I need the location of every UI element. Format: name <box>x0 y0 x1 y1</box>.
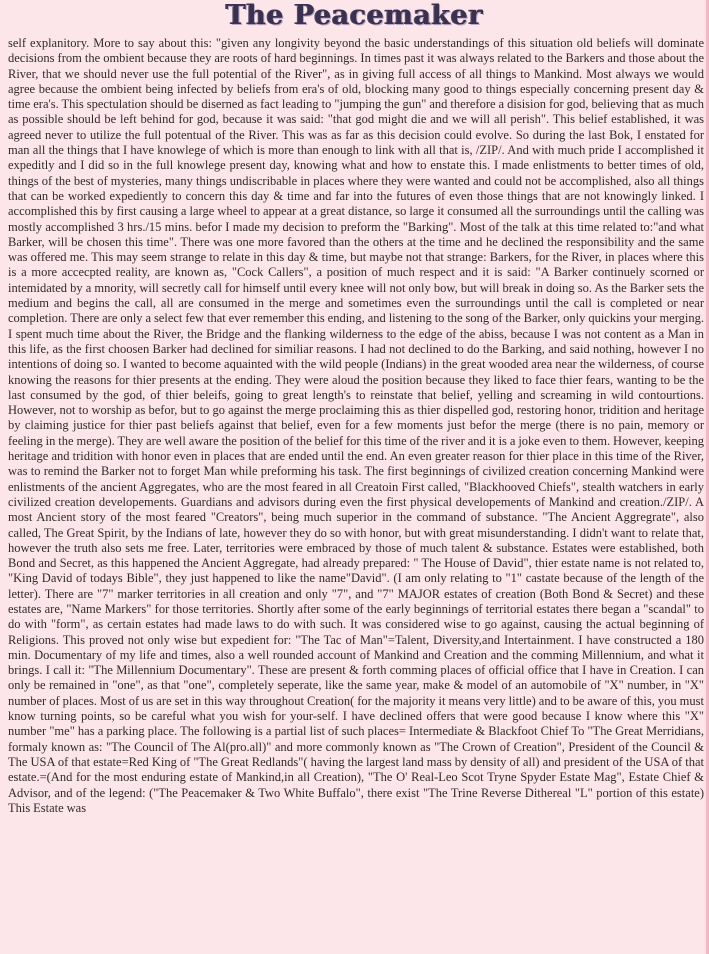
body-paragraph: self explanitory. More to say about this: "given any longivity beyond the basic understandings of this situation old beliefs will dominate decisions from the ombient because they are roots of hard beginnings. In times past it was always related to the Barkers and those about the River, that we should never use the full potential of the River", as in giving full access of all things to Mankind. Most always we would agree because the ombient being infected by beliefs from era's of old, blocking many good to things especially concerning present day & time era's. This spectulation should be diserned as fact leading to "jumping the gun" and therefore a disision for god, believing that as much as possible should be left behind for god, because it was said: "that god might die and we will all perish". This belief established, it was agreed never to utilize the full potentual of the River. This was as far as this decision could evolve. So during the last Bok, I enstated for man all the things that I have knowlege of which is more than enough to link with all that is, /ZIP/. And with much pride I accomplished it expeditly and I did so in the full knowlege present day, knowing what and how to enstate this. I made enlistments to better times of old, things of the best of mysteries, many things undiscribable in places where they were wanted and could not be accomplished, also all things that can be worked expediently to concern this day & time and far into the futures of even those things that are not knowingly linked. I accomplished this by first causing a large wheel to appear at a great distance, so large it consumed all the surroundings until the calling was mostly accomplished 3 hrs./15 mins. befor I made my decision to preform the "Barking". Most of the talk at this time related to:"and what Barker, will be chosen this time". There was one more favored than the others at the time and he declined the responsibility and the same was offered me. This may seem strange to relate in this day & time, but maybe not that strange: Barkers, for the River, in places where this is a more accecpted reality, are known as, "Cock Callers", a position of much respect and it is said: "A Barker continuely scorned or intemidated by a mnority, will secretly call for himself until every knee will not only bow, but will break in doing so. As the Barker sets the medium and begins the call, all are consumed in the merge and sometimes even the surroundings until the call is completed or near completion. There are only a select few that ever remember this ending, and listening to the song of the Barker, only quickins your merging. I spent much time about the River, the Bridge and the flanking wilderness to the edge of the abiss, because I was not content as a Man in this life, as the first choosen Barker had declined for similiar reasons. I had not declined to do the Barking, and said nothing, however I no intentions of doing so. I wanted to become aquainted with the wild people (Indians) in the great wooded area near the wilderness, of course knowing the reasons for thier presents at the ending. They were aloud the position because they liked to face thier fears, wanting to be the last consumed by the god, of thier beleifs, going to great length's to reinstate that belief, yelling and screaming in wild contourtions. However, not to worship as befor, but to go against the merge proclaiming this as thier dispelled god, restoring honor, tridition and heritage by claiming justice for thier past beliefs against that belief, even for a few moments just befor the merge (there is no pain, memory or feeling in the merge). They are well aware the position of the belief for this time of the river and it is a joke even to them. However, keeping heritage and tridition with honor even in places that are ended until the end. An even greater reason for thier place in this time of the River, was to remind the Barker not to forget Man while preforming his task. The first beginnings of civilized creation concerning Mankind were enlistments of the ancient Aggregates, who are the most feared in all Creatoin First called, "Blackhooved Chiefs", stealth watchers in early civilized creation developements. Guardians and advisors during even the first physical developements of Mankind and creation./ZIP/. A most Ancient story of the most feared "Creators", being much superior in the command of substance. "The Ancient Aggregrate", also called, The Great Spirit, by the Indians of late, however they do so with honor, but with great misunderstanding. I didn't want to relate that, however the truth also sets me free. Later, territories were embraced by those of much talent & substance. Estates were established, both Bond and Secret, as this happened the Ancient Aggregate, had already prepared: " The House of David", thier estate name is not related to, "King David of todays Bible", they just happened to like the name"David". (I am only relating to "1" castate because of the length of the letter). There are "7" marker territories in all creation and only "7", and "7" MAJOR estates of creation (Both Bond & Secret) and these estates are, "Name Markers" for those territories. Shortly after some of the early beginnings of territorial estates there began a "scandal" to do with "form", as certain estates had made laws to do with such. It was considered wise to go against, causing the actual beginning of Religions. This proved not only wise but expedient for: "The Tac of Man"=Talent, Diversity,and Intertainment. I have constructed a 180 min. Documentary of my life and times, also a well rounded account of Mankind and Creation and the comming Millennium, and what it brings. I call it: "The Millennium Documentary". These are present & forth comming places of official office that I have in Creation. I can only be remained in "one", as that "one", completely seperate, like the same year, make & model of an automobile of "X" number, in "X" number of places. Most of us are set in this way throughout Creation( for the majority it means very little) and to be aware of this, you must know turning points, so be careful what you wish for your-self. I have declined offers that were good because I know where this "X" number "me" has a parking place. The following is a partial list of such places= Intermediate & Blackfoot Chief To "The Great Merridians, formaly known as: "The Council of The Al(pro.all)" and more commonly known as "The Crown of Creation", President of the Council & The USA of that estate=Red King of "The Great Redlands"( having the largest land mass by density of all) and president of the USA of that estate.=(And for the most enduring estate of Mankind,in all Creation), "The O' Real-Leo Scot Tryne Spyder Estate Mag", Estate Chief & Advisor, and of the legend: ("The Peacemaker & Two White Buffalo", there exist "The Trine Reverse Dithereal "L" portion of this estate) This Estate was <box>8 36 704 815</box>
title-banner <box>0 0 709 34</box>
page-title: The Peacemaker <box>225 0 484 31</box>
